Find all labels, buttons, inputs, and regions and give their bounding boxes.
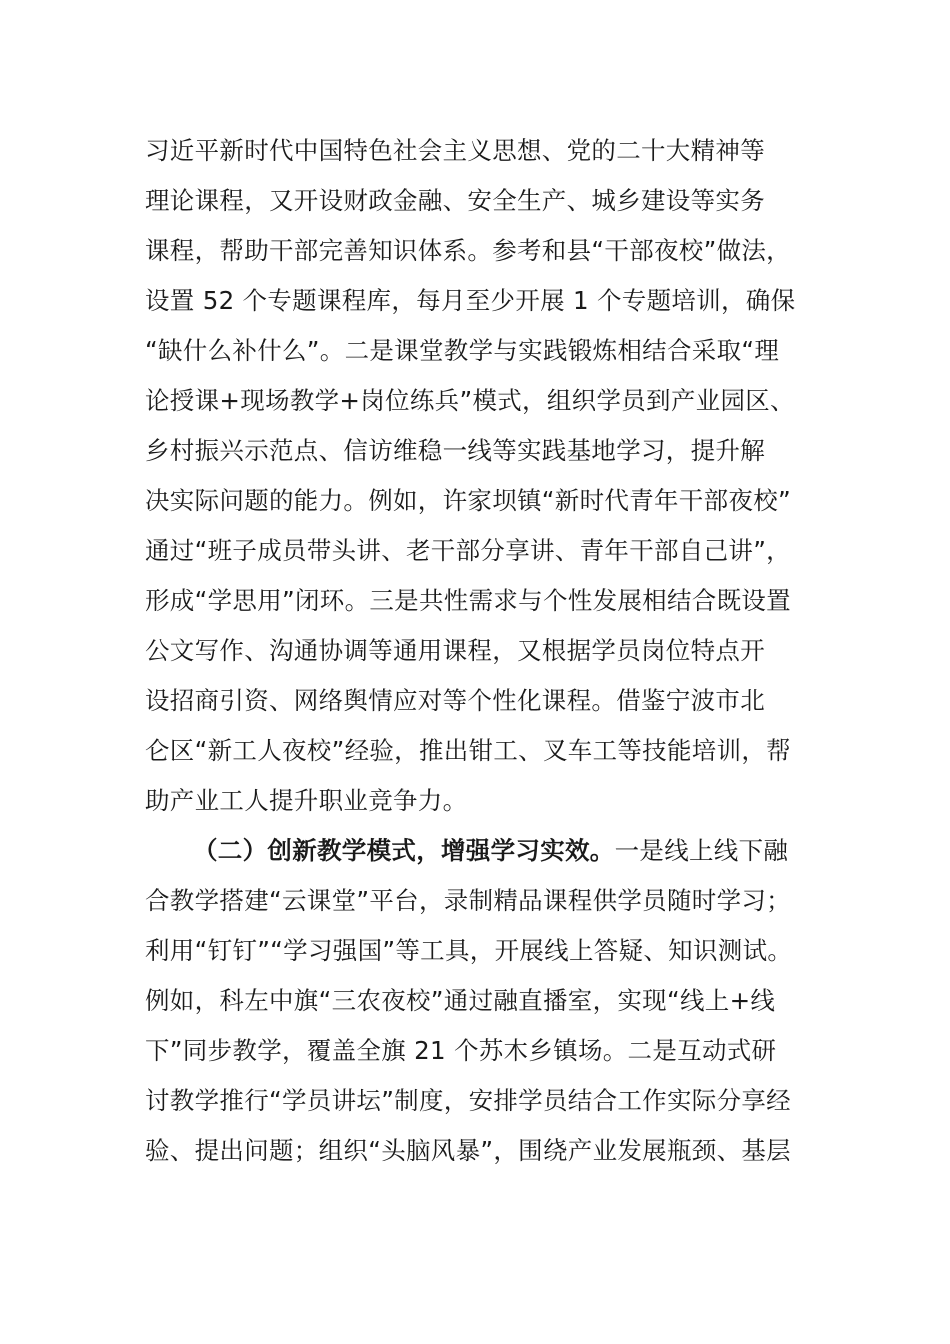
paragraph-line: 设置 52 个专题课程库，每月至少开展 1 个专题培训，确保 (145, 286, 796, 315)
paragraph-line: 仑区“新工人夜校”经验，推出钳工、叉车工等技能培训，帮 (145, 736, 791, 765)
paragraph-line: 利用“钉钉”“学习强国”等工具，开展线上答疑、知识测试。 (145, 936, 793, 965)
paragraph-line: 习近平新时代中国特色社会主义思想、党的二十大精神等 (145, 136, 765, 165)
paragraph-line: 讨教学推行“学员讲坛”制度，安排学员结合工作实际分享经 (145, 1086, 791, 1115)
paragraph-line: 课程，帮助干部完善知识体系。参考和县“干部夜校”做法， (145, 236, 791, 265)
paragraph-line: 验、提出问题；组织“头脑风暴”，围绕产业发展瓶颈、基层 (145, 1136, 791, 1165)
paragraph-line: 通过“班子成员带头讲、老干部分享讲、青年干部自己讲”， (145, 536, 791, 565)
paragraph-line: 理论课程，又开设财政金融、安全生产、城乡建设等实务 (145, 186, 765, 215)
paragraph-line: 论授课+现场教学+岗位练兵”模式，组织学员到产业园区、 (145, 386, 795, 415)
paragraph-line: 助产业工人提升职业竞争力。 (145, 786, 468, 815)
section-heading-line (193, 826, 788, 876)
paragraph-line: 合教学搭建“云课堂”平台，录制精品课程供学员随时学习； (145, 886, 791, 915)
paragraph-line: 例如，科左中旗“三农夜校”通过融直播室，实现“线上+线 (145, 986, 776, 1015)
paragraph-line: 公文写作、沟通协调等通用课程，又根据学员岗位特点开 (145, 636, 765, 665)
paragraph-line: “缺什么补什么”。二是课堂教学与实践锻炼相结合采取“理 (145, 336, 780, 365)
paragraph-line: 决实际问题的能力。例如，许家坝镇“新时代青年干部夜校” (145, 486, 791, 515)
paragraph-line: 设招商引资、网络舆情应对等个性化课程。借鉴宁波市北 (145, 686, 765, 715)
section-heading-rest: 一是线上线下融 (614, 836, 789, 865)
paragraph-line: 乡村振兴示范点、信访维稳一线等实践基地学习，提升解 (145, 436, 765, 465)
paragraph-line: 形成“学思用”闭环。三是共性需求与个性发展相结合既设置 (145, 586, 791, 615)
paragraph-line: 下”同步教学，覆盖全旗 21 个苏木乡镇场。二是互动式研 (145, 1036, 777, 1065)
section-heading: （二）创新教学模式，增强学习实效。 (193, 836, 615, 865)
